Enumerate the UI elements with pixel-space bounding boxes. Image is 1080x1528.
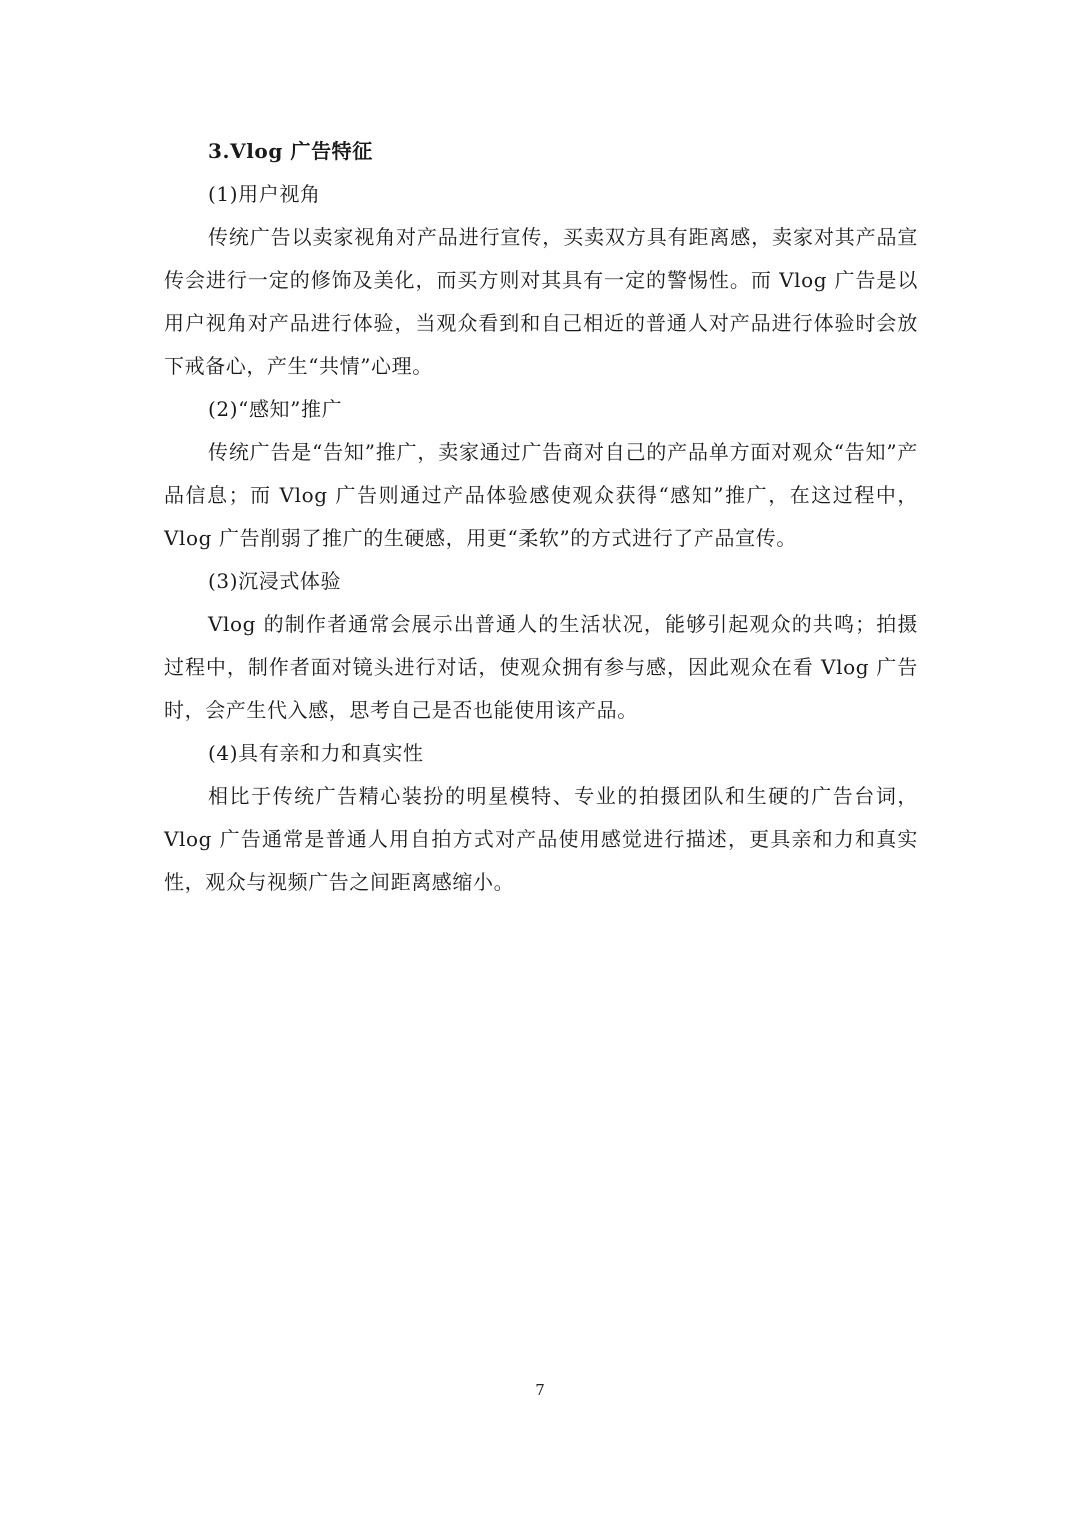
paragraph-immersive-experience: Vlog 的制作者通常会展示出普通人的生活状况，能够引起观众的共鸣；拍摄过程中，制作者面对镜头进行对话，使观众拥有参与感，因此观众在看 Vlog 广告时，会产生代入感，思考自己是否也能使用该产品。 [164, 612, 918, 722]
subheading-immersive-experience: (3)沉浸式体验 [208, 569, 342, 593]
paragraph-affinity-authenticity: 相比于传统广告精心装扮的明星模特、专业的拍摄团队和生硬的广告台词，Vlog 广告通常是普通人用自拍方式对产品使用感觉进行描述，更具亲和力和真实性，观众与视频广告之间距离感缩小。 [164, 784, 918, 894]
subheading-perception-promotion: (2)“感知”推广 [208, 397, 343, 421]
paragraph-user-perspective: 传统广告以卖家视角对产品进行宣传，买卖双方具有距离感，卖家对其产品宣传会进行一定的修饰及美化，而买方则对其具有一定的警惕性。而 Vlog 广告是以用户视角对产品进行体验，当观众看到和自己相近的普通人对产品进行体验时会放下戒备心，产生“共情”心理。 [164, 225, 918, 378]
paragraph-perception-promotion: 传统广告是“告知”推广，卖家通过广告商对自己的产品单方面对观众“告知”产品信息；而 Vlog 广告则通过产品体验感使观众获得“感知”推广，在这过程中，Vlog 广告削弱了推广的生硬感，用更“柔软”的方式进行了产品宣传。 [164, 440, 918, 550]
page-number: 7 [535, 1381, 545, 1399]
section-heading: 3.Vlog 广告特征 [208, 139, 373, 163]
subheading-affinity-authenticity: (4)具有亲和力和真实性 [208, 741, 424, 765]
page-content [164, 130, 918, 904]
subheading-user-perspective: (1)用户视角 [208, 182, 321, 206]
